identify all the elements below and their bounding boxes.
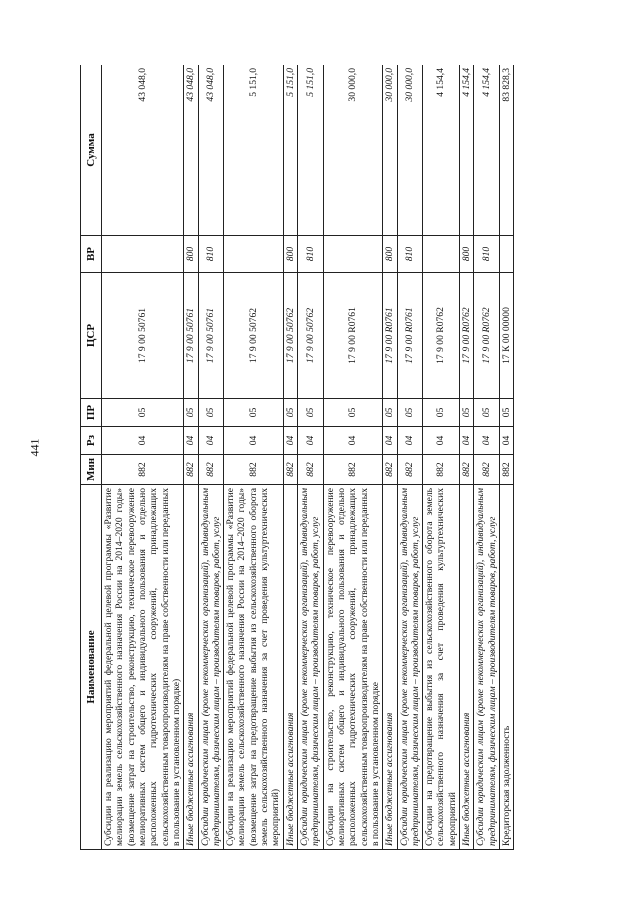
cell-sum: 30 000,0 bbox=[323, 65, 383, 236]
table-row bbox=[460, 65, 474, 850]
table-row bbox=[298, 65, 324, 850]
cell-pr: 05 bbox=[423, 399, 460, 427]
cell-name: Субсидии юридическим лицам (кроме некоммерческих организаций), индивидуальным предпринимателям, физическим лицам – производителям товаров, работ, услуг bbox=[474, 485, 500, 850]
cell-vr: 810 bbox=[198, 236, 224, 273]
header-rz: Рз bbox=[81, 427, 102, 455]
cell-csr: 17 К 00 00000 bbox=[500, 273, 514, 399]
cell-rz: 04 bbox=[224, 427, 284, 455]
cell-rz: 04 bbox=[383, 427, 397, 455]
table-row bbox=[198, 65, 224, 850]
cell-csr: 17 9 00 R0761 bbox=[323, 273, 383, 399]
table-row bbox=[184, 65, 198, 850]
cell-csr: 17 9 00 R0762 bbox=[460, 273, 474, 399]
cell-min: 882 bbox=[383, 455, 397, 485]
cell-min: 882 bbox=[184, 455, 198, 485]
cell-sum: 5 151,0 bbox=[224, 65, 284, 236]
cell-rz: 04 bbox=[298, 427, 324, 455]
cell-pr: 05 bbox=[184, 399, 198, 427]
cell-name: Субсидии юридическим лицам (кроме некоммерческих организаций), индивидуальным предпринимателям, физическим лицам – производителям товаров, работ, услуг bbox=[198, 485, 224, 850]
table-row bbox=[397, 65, 423, 850]
cell-sum: 4 154,4 bbox=[460, 65, 474, 236]
cell-min: 882 bbox=[224, 455, 284, 485]
cell-vr: 810 bbox=[397, 236, 423, 273]
cell-sum: 5 151,0 bbox=[283, 65, 297, 236]
cell-min: 882 bbox=[298, 455, 324, 485]
cell-sum: 43 048,0 bbox=[198, 65, 224, 236]
cell-vr bbox=[102, 236, 184, 273]
cell-pr: 05 bbox=[500, 399, 514, 427]
cell-vr: 800 bbox=[184, 236, 198, 273]
cell-vr: 810 bbox=[474, 236, 500, 273]
cell-csr: 17 9 00 50761 bbox=[102, 273, 184, 399]
table-row bbox=[500, 65, 514, 850]
cell-rz: 04 bbox=[474, 427, 500, 455]
cell-name: Субсидии на предотвращение выбытия из сельскохозяйственного оборота земель сельскохозяйственного назначения за счет проведения культуртехнических мероприятий bbox=[423, 485, 460, 850]
cell-min: 882 bbox=[423, 455, 460, 485]
cell-rz: 04 bbox=[102, 427, 184, 455]
cell-pr: 05 bbox=[474, 399, 500, 427]
cell-name: Субсидии на строительство, реконструкцию, техническое перевооружение мелиоративных систем общего и индивидуального пользования и отдельно расположенных гидротехнических сооружений, принадлежащих сельскохозяйственным товаропроизводителям на праве собственности или переданных в пользование в установленном порядке bbox=[323, 485, 383, 850]
cell-rz: 04 bbox=[323, 427, 383, 455]
cell-pr: 05 bbox=[102, 399, 184, 427]
cell-csr: 17 9 00 R0761 bbox=[397, 273, 423, 399]
table-header-row bbox=[81, 65, 102, 850]
cell-rz: 04 bbox=[184, 427, 198, 455]
cell-vr bbox=[323, 236, 383, 273]
cell-name: Субсидии юридическим лицам (кроме некоммерческих организаций), индивидуальным предпринимателям, физическим лицам – производителям товаров, работ, услуг bbox=[397, 485, 423, 850]
header-sum: Сумма bbox=[81, 65, 102, 236]
cell-name: Субсидии на реализацию мероприятий федеральной целевой программы «Развитие мелиорации земель сельскохозяйственного назначения России на 2014–2020 годы» (возмещение затрат на строительство, реконструкцию, техническое перевооружение мелиоративных систем общего и индивидуального пользования и отдельно расположенных гидротехнических сооружений, принадлежащих сельскохозяйственным товаропроизводителям на праве собственности или переданных в пользование в установленном порядке) bbox=[102, 485, 184, 850]
header-pr: ПР bbox=[81, 399, 102, 427]
cell-name: Иные бюджетные ассигнования bbox=[383, 485, 397, 850]
table-row bbox=[423, 65, 460, 850]
cell-sum: 83 828,3 bbox=[500, 65, 514, 236]
cell-vr: 800 bbox=[383, 236, 397, 273]
cell-rz: 04 bbox=[397, 427, 423, 455]
cell-min: 882 bbox=[397, 455, 423, 485]
cell-sum: 30 000,0 bbox=[397, 65, 423, 236]
cell-csr: 17 9 00 50762 bbox=[283, 273, 297, 399]
cell-rz: 04 bbox=[198, 427, 224, 455]
cell-csr: 17 9 00 R0761 bbox=[383, 273, 397, 399]
budget-table-wrapper bbox=[80, 65, 595, 850]
cell-pr: 05 bbox=[224, 399, 284, 427]
cell-pr: 05 bbox=[298, 399, 324, 427]
cell-pr: 05 bbox=[283, 399, 297, 427]
cell-sum: 4 154,4 bbox=[474, 65, 500, 236]
header-name: Наименование bbox=[81, 485, 102, 850]
cell-vr: 800 bbox=[283, 236, 297, 273]
cell-rz: 04 bbox=[423, 427, 460, 455]
table-row bbox=[224, 65, 284, 850]
cell-min: 882 bbox=[102, 455, 184, 485]
table-row bbox=[474, 65, 500, 850]
cell-csr: 17 9 00 50762 bbox=[224, 273, 284, 399]
cell-sum: 43 048,0 bbox=[102, 65, 184, 236]
cell-rz: 04 bbox=[460, 427, 474, 455]
cell-min: 882 bbox=[198, 455, 224, 485]
cell-sum: 43 048,0 bbox=[184, 65, 198, 236]
cell-name: Субсидии юридическим лицам (кроме некоммерческих организаций), индивидуальным предпринимателям, физическим лицам – производителям товаров, работ, услуг bbox=[298, 485, 324, 850]
cell-min: 882 bbox=[283, 455, 297, 485]
table-row bbox=[102, 65, 184, 850]
cell-sum: 5 151,0 bbox=[298, 65, 324, 236]
cell-vr bbox=[500, 236, 514, 273]
header-csr: ЦСР bbox=[81, 273, 102, 399]
header-vr: ВР bbox=[81, 236, 102, 273]
cell-sum: 4 154,4 bbox=[423, 65, 460, 236]
cell-min: 882 bbox=[474, 455, 500, 485]
cell-name: Иные бюджетные ассигнования bbox=[283, 485, 297, 850]
cell-vr: 810 bbox=[298, 236, 324, 273]
cell-min: 882 bbox=[323, 455, 383, 485]
table-row bbox=[323, 65, 383, 850]
cell-pr: 05 bbox=[383, 399, 397, 427]
cell-vr bbox=[423, 236, 460, 273]
cell-sum: 30 000,0 bbox=[383, 65, 397, 236]
table-row bbox=[283, 65, 297, 850]
cell-pr: 05 bbox=[397, 399, 423, 427]
cell-min: 882 bbox=[460, 455, 474, 485]
cell-vr: 800 bbox=[460, 236, 474, 273]
cell-name: Иные бюджетные ассигнования bbox=[184, 485, 198, 850]
cell-name: Субсидии на реализацию мероприятий федеральной целевой программы «Развитие мелиорации земель сельскохозяйственного назначения России на 2014–2020 годы» (возмещение затрат на предотвращение выбытия из сельскохозяйственного оборота земель сельскохозяйственного назначения за счет проведения культуртехнических мероприятий) bbox=[224, 485, 284, 850]
table-row bbox=[383, 65, 397, 850]
cell-csr: 17 9 00 R0762 bbox=[474, 273, 500, 399]
cell-csr: 17 9 00 50761 bbox=[198, 273, 224, 399]
cell-csr: 17 9 00 50761 bbox=[184, 273, 198, 399]
cell-rz: 04 bbox=[283, 427, 297, 455]
header-min: Мин bbox=[81, 455, 102, 485]
page-number: 441 bbox=[27, 438, 42, 457]
cell-pr: 05 bbox=[198, 399, 224, 427]
cell-vr bbox=[224, 236, 284, 273]
cell-csr: 17 9 00 50762 bbox=[298, 273, 324, 399]
cell-pr: 05 bbox=[323, 399, 383, 427]
budget-table bbox=[80, 65, 514, 850]
cell-name: Кредиторская задолженность bbox=[500, 485, 514, 850]
cell-min: 882 bbox=[500, 455, 514, 485]
cell-name: Иные бюджетные ассигнования bbox=[460, 485, 474, 850]
cell-pr: 05 bbox=[460, 399, 474, 427]
cell-csr: 17 9 00 R0762 bbox=[423, 273, 460, 399]
cell-rz: 04 bbox=[500, 427, 514, 455]
